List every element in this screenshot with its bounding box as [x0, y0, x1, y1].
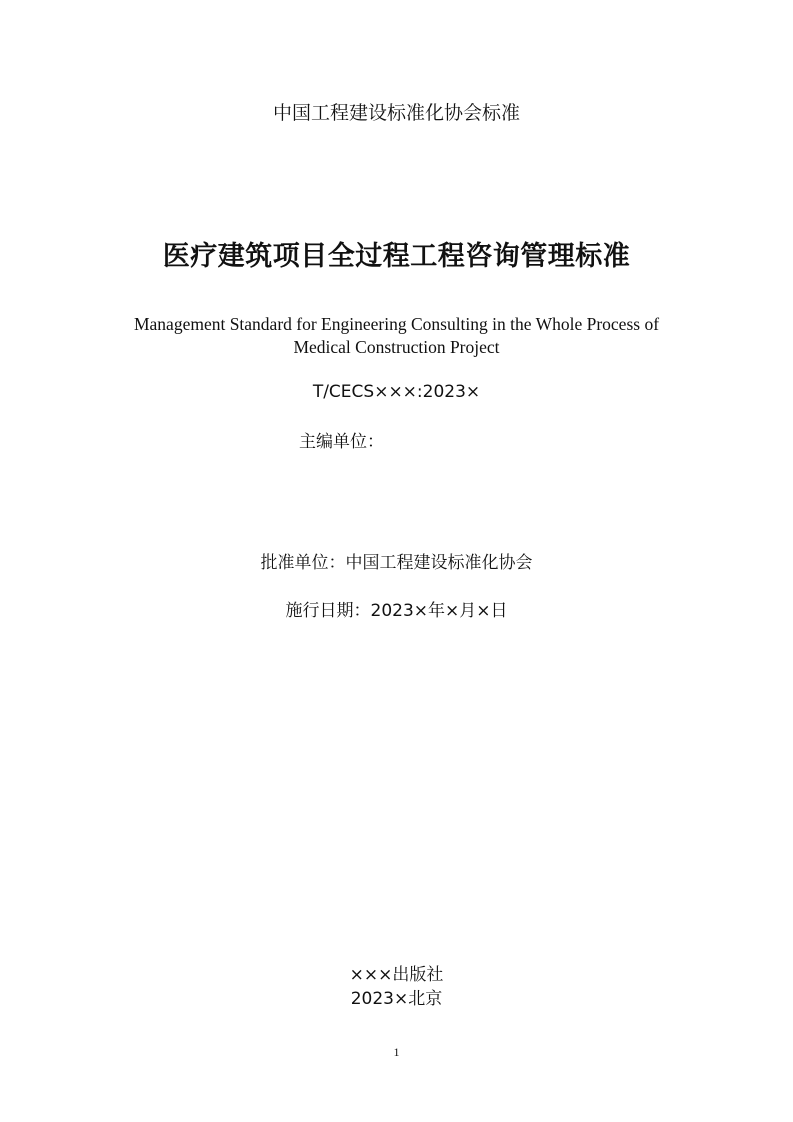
- page-number: 1: [393, 1045, 400, 1059]
- publisher: ×××出版社: [349, 965, 444, 985]
- effective-date: 施行日期：2023×年×月×日: [285, 601, 508, 621]
- approval-organization: 批准单位：中国工程建设标准化协会: [260, 553, 533, 573]
- publication-place-year: 2023×北京: [350, 989, 443, 1009]
- standard-code: T/CECS×××:2023×: [312, 382, 481, 402]
- title-english-line-1: Management Standard for Engineering Consulting in the Whole Process of: [133, 314, 660, 334]
- document-title-english: [0, 313, 793, 359]
- title-english-line-2: Medical Construction Project: [293, 337, 500, 357]
- issuing-organization: 中国工程建设标准化协会标准: [272, 102, 520, 124]
- document-title-chinese: 医疗建筑项目全过程工程咨询管理标准: [162, 241, 631, 272]
- chief-editor-label: 主编单位：: [299, 432, 384, 452]
